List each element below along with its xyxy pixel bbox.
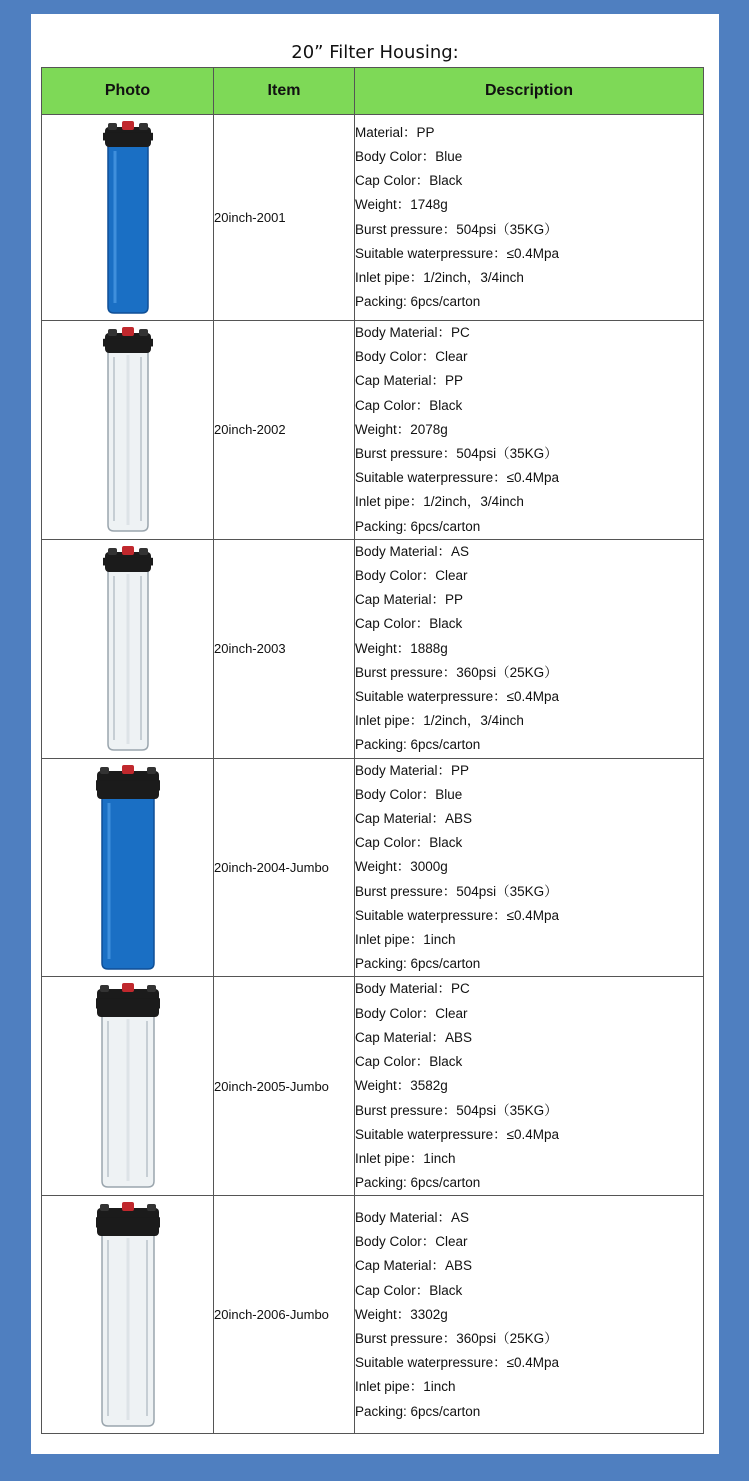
spec-line: Body Material：PP [355, 762, 470, 778]
filter-housing-image [103, 546, 153, 752]
spec-line: Burst pressure：504psi（35KG） [355, 446, 558, 462]
spec-line: Cap Color：Black [355, 397, 463, 413]
spec-line: Cap Color：Black [355, 616, 463, 632]
spec-line: Inlet pipe：1/2inch，3/4inch [355, 494, 524, 510]
description-cell [355, 977, 704, 1196]
description-cell [355, 115, 704, 321]
spec-line: Suitable waterpressure：≤0.4Mpa [355, 1126, 560, 1142]
spec-line: Body Material：AS [355, 1209, 470, 1225]
spec-line: Burst pressure：504psi（35KG） [355, 221, 558, 237]
spec-line: Packing: 6pcs/carton [355, 518, 481, 534]
spec-line: Material：PP [355, 124, 435, 140]
filter-housing-image [96, 765, 160, 971]
photo-cell [42, 1196, 214, 1434]
spec-line: Weight：3582g [355, 1078, 448, 1094]
spec-line: Body Material：PC [355, 325, 470, 340]
spec-line: Inlet pipe：1inch [355, 932, 456, 948]
spec-line: Weight：3302g [355, 1306, 448, 1322]
spec-line: Cap Color：Black [355, 1054, 463, 1070]
spec-line: Packing: 6pcs/carton [355, 956, 481, 972]
item-cell: 20inch-2005-Jumbo [214, 977, 355, 1196]
table-row [42, 539, 704, 758]
spec-line: Cap Material：PP [355, 373, 464, 389]
description-cell [355, 539, 704, 758]
description-cell [355, 1196, 704, 1434]
spec-line: Weight：1888g [355, 640, 448, 656]
spec-line: Inlet pipe：1/2inch，3/4inch [355, 713, 524, 729]
item-cell: 20inch-2002 [214, 321, 355, 540]
photo-cell [42, 758, 214, 977]
spec-line: Cap Color：Black [355, 1282, 463, 1298]
spec-line: Burst pressure：360psi（25KG） [355, 1330, 558, 1346]
spec-line: Body Color：Clear [355, 1234, 468, 1250]
header-photo: Photo [42, 68, 214, 115]
photo-cell [42, 321, 214, 540]
spec-line: Burst pressure：504psi（35KG） [355, 883, 558, 899]
spec-line: Weight：1748g [355, 197, 448, 213]
page-title: 20” Filter Housing: [291, 42, 459, 63]
spec-line: Suitable waterpressure：≤0.4Mpa [355, 1355, 560, 1371]
spec-line: Packing: 6pcs/carton [355, 294, 481, 310]
table-row [42, 115, 704, 321]
photo-cell [42, 977, 214, 1196]
table-row [42, 1196, 704, 1434]
page-frame [31, 14, 719, 1454]
spec-line: Cap Material：ABS [355, 811, 473, 827]
spec-line: Cap Material：ABS [355, 1029, 473, 1045]
table-row [42, 321, 704, 540]
item-cell: 20inch-2003 [214, 539, 355, 758]
table-row [42, 977, 704, 1196]
spec-line: Suitable waterpressure：≤0.4Mpa [355, 907, 560, 923]
spec-line: Body Color：Clear [355, 568, 468, 584]
spec-line: Packing: 6pcs/carton [355, 1175, 481, 1191]
description-cell [355, 321, 704, 540]
spec-line: Body Color：Blue [355, 786, 463, 802]
item-cell: 20inch-2006-Jumbo [214, 1196, 355, 1434]
photo-cell [42, 539, 214, 758]
spec-line: Weight：2078g [355, 421, 448, 437]
spec-line: Packing: 6pcs/carton [355, 1403, 481, 1419]
header-description: Description [355, 68, 704, 115]
description-cell [355, 758, 704, 977]
spec-line: Suitable waterpressure：≤0.4Mpa [355, 245, 560, 261]
spec-line: Packing: 6pcs/carton [355, 737, 481, 753]
spec-line: Weight：3000g [355, 859, 448, 875]
spec-line: Cap Material：PP [355, 592, 464, 608]
photo-cell [42, 115, 214, 321]
spec-line: Cap Color：Black [355, 173, 463, 189]
spec-line: Suitable waterpressure：≤0.4Mpa [355, 470, 560, 486]
spec-line: Suitable waterpressure：≤0.4Mpa [355, 689, 560, 705]
spec-line: Burst pressure：360psi（25KG） [355, 664, 558, 680]
spec-line: Inlet pipe：1inch [355, 1379, 456, 1395]
spec-line: Cap Color：Black [355, 835, 463, 851]
spec-line: Inlet pipe：1/2inch，3/4inch [355, 269, 524, 285]
item-cell: 20inch-2004-Jumbo [214, 758, 355, 977]
spec-line: Body Material：PC [355, 981, 470, 997]
spec-line: Body Material：AS [355, 543, 470, 559]
header-row [42, 68, 704, 115]
filter-housing-image [96, 983, 160, 1189]
spec-table [41, 67, 704, 1434]
filter-housing-image [103, 327, 153, 533]
filter-housing-image [103, 121, 153, 315]
spec-line: Body Color：Clear [355, 1005, 468, 1021]
spec-line: Body Color：Blue [355, 148, 463, 164]
item-cell: 20inch-2001 [214, 115, 355, 321]
spec-line: Cap Material：ABS [355, 1258, 473, 1274]
spec-line: Inlet pipe：1inch [355, 1150, 456, 1166]
spec-line: Body Color：Clear [355, 349, 468, 365]
table-row [42, 758, 704, 977]
spec-line: Burst pressure：504psi（35KG） [355, 1102, 558, 1118]
filter-housing-image [96, 1202, 160, 1428]
header-item: Item [214, 68, 355, 115]
